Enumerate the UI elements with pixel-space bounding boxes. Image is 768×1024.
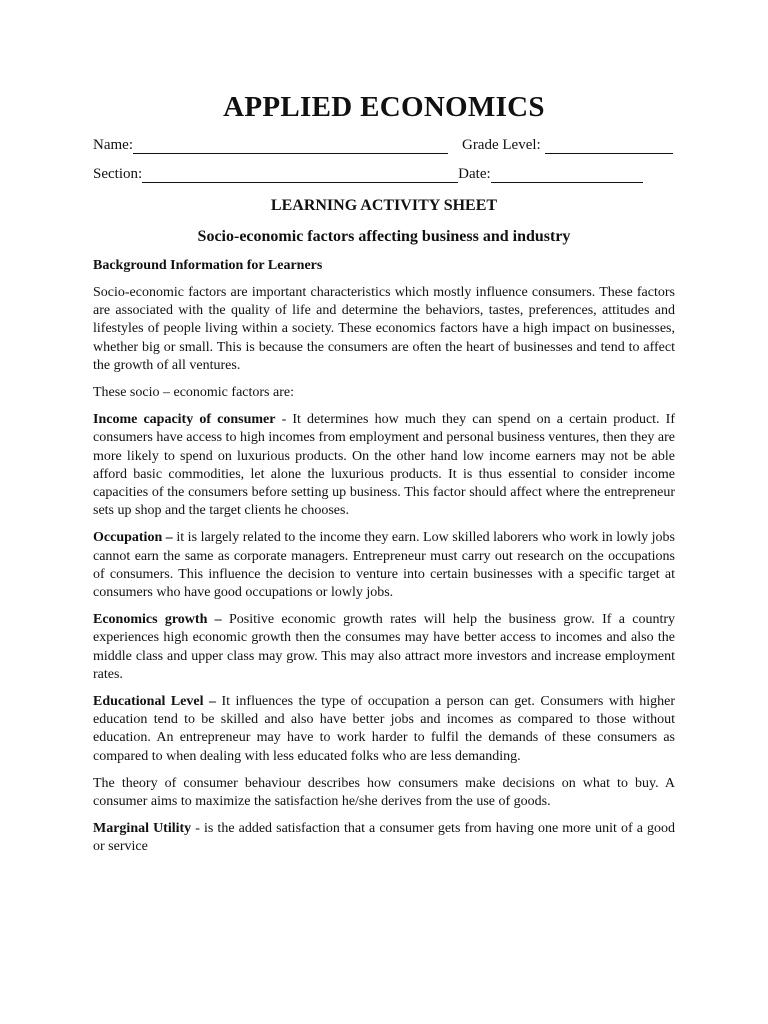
topic-title: Socio-economic factors affecting business and industry <box>197 228 571 245</box>
section-label: Section: <box>93 166 143 182</box>
factor-term: Occupation – <box>93 530 173 546</box>
factor-economic-growth <box>93 611 675 684</box>
date-field[interactable] <box>491 168 643 183</box>
marginal-utility-text: - is the added satisfaction that a consumer gets from having one more unit of a good or service <box>93 821 675 855</box>
factor-income <box>93 411 675 520</box>
name-label: Name: <box>93 137 133 153</box>
factor-education <box>93 693 675 766</box>
worksheet-page <box>93 88 675 857</box>
date-label: Date: <box>458 166 491 182</box>
factor-occupation <box>93 529 675 602</box>
factor-term: Educational Level – <box>93 694 216 710</box>
intro-paragraph: Socio-economic factors are important characteristics which mostly influence consumers. These factors are associated with the quality of life and determine the behaviors, tastes, preferences, attitudes and lifestyles of people living within a society. These economics factors have a high impact on businesses, whether big or small. This is because the consumers are often the heart of businesses and tend to affect the growth of all ventures. <box>93 285 675 373</box>
name-field[interactable] <box>133 139 448 154</box>
section-field[interactable] <box>142 168 458 183</box>
factor-text: Positive economic growth rates will help the business grow. If a country experiences high economic growth then the consumes may have better access to incomes and also the middle class and upper class may grow. This may also attract more investors and increase employment rates. <box>93 612 675 682</box>
theory-paragraph: The theory of consumer behaviour describes how consumers make decisions on what to buy. A consumer aims to maximize the satisfaction he/she derives from the use of goods. <box>93 775 675 810</box>
section-date-row <box>93 165 675 183</box>
name-grade-row <box>93 136 675 154</box>
factor-text: - It determines how much they can spend on a certain product. If consumers have access to high incomes from employment and personal business ventures, then they are more likely to spend on luxurious products. On the other hand low income earners may not be able afford basic commodities, let alone the luxurious products. It is thus essential to consider income capacities of the consumers before setting up business. This factor should affect where the entrepreneur sets up shop and the target clients he chooses. <box>93 412 676 519</box>
grade-level-field[interactable] <box>545 139 673 154</box>
document-title: APPLIED ECONOMICS <box>223 91 545 123</box>
factor-term: Income capacity of consumer <box>93 412 276 428</box>
factor-text: It influences the type of occupation a person can get. Consumers with higher education tend to be skilled and also have better jobs and incomes as compared to those without education. An entrepreneur may have to work harder to fulfil the demands of these consumers as compared to when dealing with less educated folks who are less demanding. <box>93 694 675 764</box>
factors-intro: These socio – economic factors are: <box>93 385 294 401</box>
grade-level-label: Grade Level: <box>461 137 541 153</box>
factor-text: it is largely related to the income they earn. Low skilled laborers who work in lowly jobs cannot earn the same as corporate managers. Entrepreneur must carry out research on the occupations of consumers. This influence the decision to venture into certain businesses with a specific target at consumers who have good occupations or lowly jobs. <box>93 530 676 601</box>
factor-term: Economics growth – <box>93 612 222 628</box>
marginal-utility-paragraph <box>93 820 675 856</box>
background-heading: Background Information for Learners <box>93 258 323 273</box>
marginal-utility-term: Marginal Utility <box>93 821 192 837</box>
sheet-title: LEARNING ACTIVITY SHEET <box>270 197 498 214</box>
